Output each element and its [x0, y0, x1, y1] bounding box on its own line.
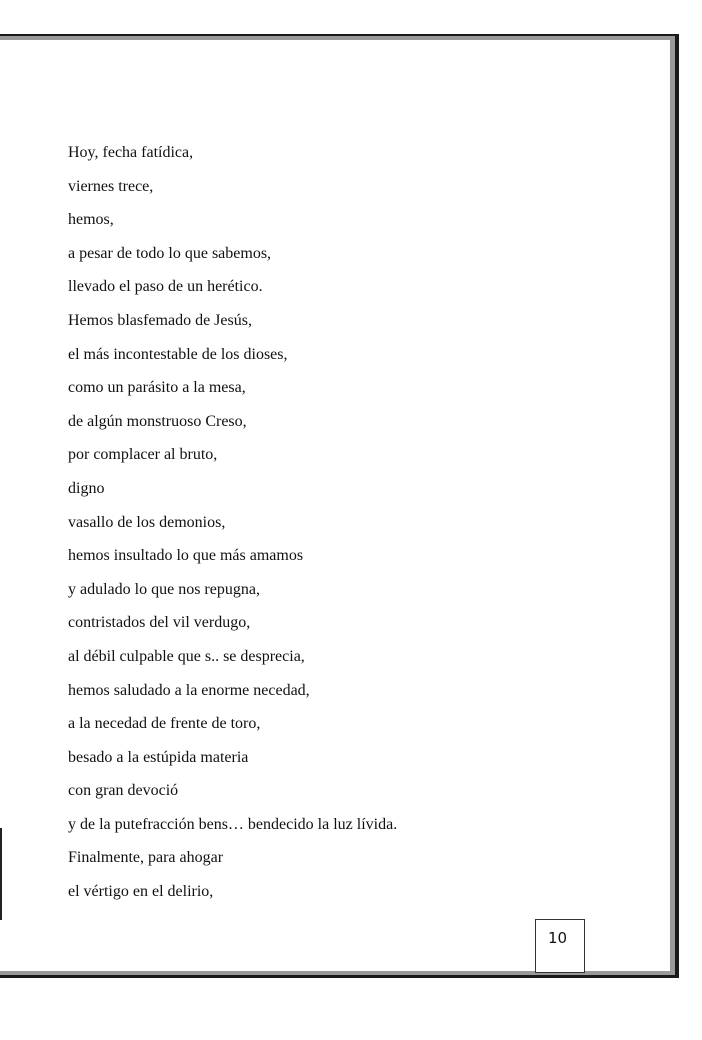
page-number: 10 [548, 929, 568, 947]
poem-line: hemos insultado lo que más amamos [68, 547, 304, 565]
poem-line: por complacer al bruto, [68, 446, 218, 464]
poem-line: como un parásito a la mesa, [68, 379, 246, 397]
poem-line: vasallo de los demonios, [68, 513, 226, 531]
left-edge-mark [0, 828, 2, 920]
poem-line: el más incontestable de los dioses, [68, 345, 288, 363]
poem-line: hemos, [68, 211, 114, 229]
poem-line: Hoy, fecha fatídica, [68, 144, 194, 161]
poem-line: el vértigo en el delirio, [68, 883, 214, 901]
poem-line: con gran devoció [68, 782, 179, 800]
poem-line: hemos saludado a la enorme necedad, [68, 681, 310, 699]
poem-line: a pesar de todo lo que sabemos, [68, 244, 272, 262]
poem-text [68, 141, 648, 914]
poem-line: y adulado lo que nos repugna, [68, 580, 260, 598]
poem-line: Hemos blasfemado de Jesús, [68, 311, 252, 329]
poem-line: a la necedad de frente de toro, [68, 715, 261, 733]
poem-line: al débil culpable que s.. se desprecia, [68, 647, 305, 665]
poem-line: besado a la estúpida materia [68, 748, 249, 766]
poem-line: y de la putefracción bens… bendecido la luz lívida. [68, 815, 398, 833]
page-number-box [535, 919, 585, 973]
poem-line: llevado el paso de un herético. [68, 278, 263, 296]
poem-line: digno [68, 479, 105, 497]
poem-line: de algún monstruoso Creso, [68, 412, 247, 430]
poem-line: Finalmente, para ahogar [68, 849, 224, 867]
poem-line: contristados del vil verdugo, [68, 614, 251, 632]
poem-line: viernes trece, [68, 177, 154, 195]
